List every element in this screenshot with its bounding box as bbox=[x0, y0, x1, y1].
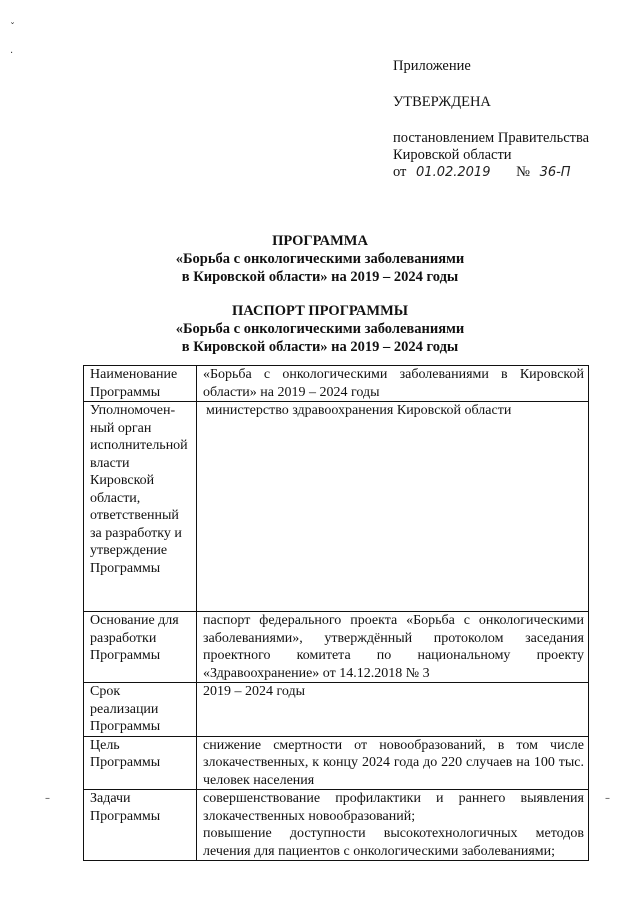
scan-speck: · bbox=[10, 48, 14, 59]
scan-speck: – bbox=[605, 793, 610, 804]
table-row bbox=[84, 402, 589, 612]
approval-block bbox=[393, 58, 633, 181]
scan-speck: – bbox=[45, 793, 50, 804]
decree-number: 36-П bbox=[539, 165, 571, 180]
row-value: паспорт федерального проекта «Борьба с онкологическими заболеваниями», утверждённый протоколом заседания проектного комитета по национальному проекту «Здравоохранение» от 14.12.2018 № 3 bbox=[197, 612, 589, 683]
scan-speck: ˇ bbox=[10, 22, 15, 33]
row-key: Основание для разработки Программы bbox=[84, 612, 197, 683]
program-title-line-1: ПРОГРАММА bbox=[272, 233, 368, 249]
table-row bbox=[84, 683, 589, 737]
program-title-line-2: «Борьба с онкологическими заболеваниями bbox=[175, 251, 465, 267]
passport-title-line-2: «Борьба с онкологическими заболеваниями bbox=[175, 321, 465, 337]
row-key: Цель Программы bbox=[84, 736, 197, 790]
row-value: министерство здравоохранения Кировской области bbox=[197, 402, 589, 612]
number-prefix: № bbox=[516, 164, 530, 180]
row-value: 2019 – 2024 годы bbox=[197, 683, 589, 737]
appendix-label: Приложение bbox=[393, 58, 471, 74]
passport-title bbox=[0, 302, 640, 356]
row-value: «Борьба с онкологическими заболеваниями в Кировской области» на 2019 – 2024 годы bbox=[197, 366, 589, 402]
row-key: Срок реализации Программы bbox=[84, 683, 197, 737]
decree-date-line bbox=[393, 164, 633, 181]
table-row bbox=[84, 612, 589, 683]
row-value bbox=[197, 790, 589, 861]
decree-date: 01.02.2019 bbox=[416, 165, 491, 180]
table-row bbox=[84, 736, 589, 790]
task-item: совершенствование профилактики и раннего выявления злокачественных новообразований; bbox=[203, 791, 584, 824]
program-title-line-3: в Кировской области» на 2019 – 2024 годы bbox=[181, 269, 459, 285]
program-title bbox=[0, 232, 640, 286]
row-key: Уполномочен-ный орган исполнительной власти Кировской области, ответственный за разработку и утверждение Программы bbox=[84, 402, 197, 612]
decree-line-1: постановлением Правительства bbox=[393, 130, 590, 146]
approved-label: УТВЕРЖДЕНА bbox=[393, 94, 491, 110]
row-value: снижение смертности от новообразований, в том числе злокачественных, к концу 2024 года до 220 случаев на 100 тыс. человек населения bbox=[197, 736, 589, 790]
decree-line-2: Кировской области bbox=[393, 147, 512, 163]
table-row bbox=[84, 366, 589, 402]
passport-table bbox=[83, 365, 589, 861]
task-item: повышение доступности высокотехнологичных методов лечения для пациентов с онкологическими заболеваниями; bbox=[203, 826, 584, 859]
date-prefix: от bbox=[393, 164, 407, 180]
row-key: Наименование Программы bbox=[84, 366, 197, 402]
passport-title-line-1: ПАСПОРТ ПРОГРАММЫ bbox=[231, 303, 409, 319]
row-key: Задачи Программы bbox=[84, 790, 197, 861]
passport-title-line-3: в Кировской области» на 2019 – 2024 годы bbox=[181, 339, 459, 355]
table-row bbox=[84, 790, 589, 861]
